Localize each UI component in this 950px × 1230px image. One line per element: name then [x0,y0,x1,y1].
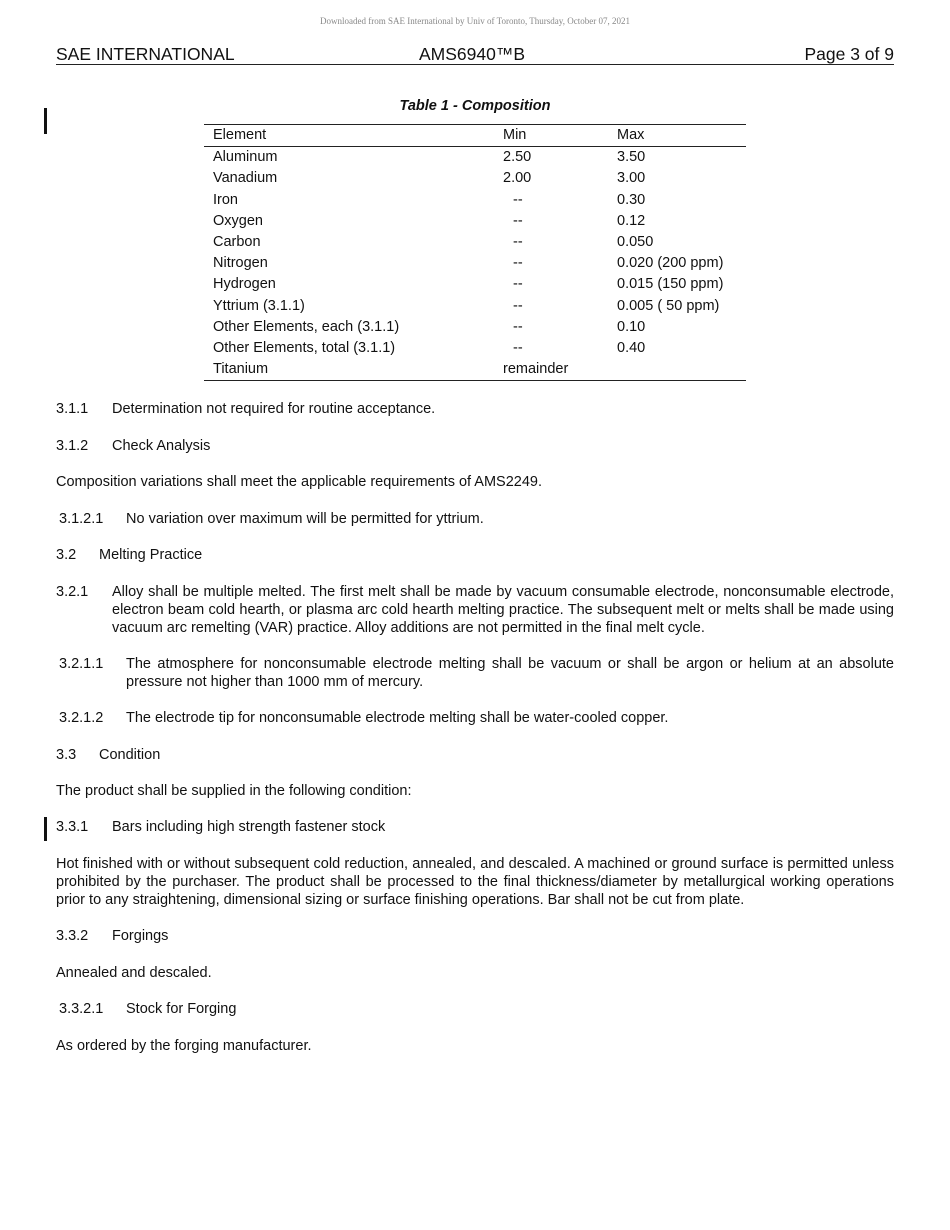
page-header [56,44,894,65]
section-text: No variation over maximum will be permitted for yttrium. [126,511,484,527]
section-3-1-2-body: Composition variations shall meet the applicable requirements of AMS2249. [56,474,543,490]
table-row [204,211,746,232]
column-header: Min [503,127,527,144]
table-row [204,296,746,317]
section-number: 3.3 [56,747,77,763]
min-cell: -- [513,234,523,251]
composition-table [204,124,746,381]
min-cell: remainder [503,361,569,378]
element-cell: Yttrium (3.1.1) [213,297,305,314]
max-cell: 0.30 [617,191,646,208]
section-3-2-1-2 [59,709,897,727]
column-header: Max [617,127,645,144]
section-heading: Bars including high strength fastener stock [112,819,386,835]
header-doc-id: AMS6940™B [419,44,526,64]
max-cell: 0.40 [617,339,646,356]
max-cell: 3.50 [617,149,646,166]
section-3-3-2-1 [59,1000,897,1018]
max-cell: 0.005 ( 50 ppm) [617,297,720,314]
min-cell: -- [513,255,523,272]
table-header-row [204,125,746,147]
section-number: 3.3.1 [56,819,89,835]
min-cell: -- [513,318,523,335]
element-cell: Aluminum [213,149,278,166]
min-cell: -- [513,339,523,356]
section-3-3-1-body: Hot finished with or without subsequent cold reduction, annealed, and descaled. A machined or ground surface is permitted unless prohibited by the purchaser. The product shall be processed to the final thickness/diameter by metallurgical working operations prior to any straightening, dimensional sizing or surface finishing operations. Bar shall not be cut from plate. [56,856,894,908]
min-cell: -- [513,212,523,229]
section-3-3-2-1-body: As ordered by the forging manufacturer. [56,1038,312,1054]
column-header: Element [213,127,267,144]
section-number: 3.2 [56,547,77,563]
table-row [204,232,746,253]
section-3-3-body: The product shall be supplied in the following condition: [56,783,412,799]
element-cell: Carbon [213,234,261,251]
min-cell: -- [513,191,523,208]
download-watermark: Downloaded from SAE International by Univ of Toronto, Thursday, October 07, 2021 [320,16,630,26]
section-3-1-2-1 [59,510,897,528]
section-heading: Forgings [112,928,169,944]
section-number: 3.2.1.1 [59,656,104,672]
table-row [204,190,746,211]
section-text: Alloy shall be multiple melted. The first melt shall be made by vacuum consumable electrode, nonconsumable electrode, electron beam cold hearth, or plasma arc cold hearth melting practice. The subsequent melt or melts shall be made using vacuum arc remelting (VAR) practice. Alloy additions are not permitted in the final melt cycle. [112,584,894,636]
table-row [204,359,746,381]
max-cell: 0.015 (150 ppm) [617,276,724,293]
section-heading: Check Analysis [112,438,211,454]
section-3-2-1-1 [59,655,894,691]
section-3-3-1 [56,818,894,836]
max-cell: 3.00 [617,170,646,187]
section-3-1-2 [56,437,894,455]
element-cell: Other Elements, each (3.1.1) [213,318,400,335]
section-3-3 [56,746,894,764]
section-number: 3.1.1 [56,401,89,417]
table-row [204,317,746,338]
section-number: 3.1.2 [56,438,89,454]
section-heading: Stock for Forging [126,1001,237,1017]
table-row [204,168,746,189]
section-heading: Condition [99,747,161,763]
table-row [204,274,746,295]
max-cell: 0.12 [617,212,646,229]
section-number: 3.3.2 [56,928,89,944]
header-org: SAE INTERNATIONAL [56,44,235,64]
min-cell: 2.00 [503,170,532,187]
min-cell: -- [513,276,523,293]
element-cell: Other Elements, total (3.1.1) [213,339,396,356]
section-3-3-2-body: Annealed and descaled. [56,965,212,981]
section-number: 3.2.1.2 [59,710,104,726]
section-text: The electrode tip for nonconsumable electrode melting shall be water-cooled copper. [126,710,669,726]
element-cell: Oxygen [213,212,263,229]
section-3-2-1 [56,583,894,637]
max-cell: 0.020 (200 ppm) [617,255,724,272]
min-cell: -- [513,297,523,314]
section-number: 3.3.2.1 [59,1001,104,1017]
table-row [204,147,746,169]
section-3-1-1 [56,400,894,418]
change-bar [44,817,47,841]
element-cell: Nitrogen [213,255,268,272]
table-row [204,253,746,274]
section-text: The atmosphere for nonconsumable electrode melting shall be vacuum or shall be argon or helium at an absolute pressure not higher than 1000 mm of mercury. [126,656,894,690]
element-cell: Titanium [213,361,269,378]
max-cell: 0.10 [617,318,646,335]
table-row [204,338,746,359]
element-cell: Hydrogen [213,276,276,293]
section-number: 3.1.2.1 [59,511,104,527]
section-3-3-2 [56,927,894,945]
max-cell: 0.050 [617,234,654,251]
section-number: 3.2.1 [56,584,89,600]
section-text: Determination not required for routine acceptance. [112,401,436,417]
header-page-number: Page 3 of 9 [804,44,894,64]
table-title: Table 1 - Composition [399,98,551,114]
element-cell: Iron [213,191,238,208]
section-3-2 [56,546,894,564]
min-cell: 2.50 [503,149,532,166]
max-cell [617,359,746,381]
element-cell: Vanadium [213,170,278,187]
section-heading: Melting Practice [99,547,203,563]
